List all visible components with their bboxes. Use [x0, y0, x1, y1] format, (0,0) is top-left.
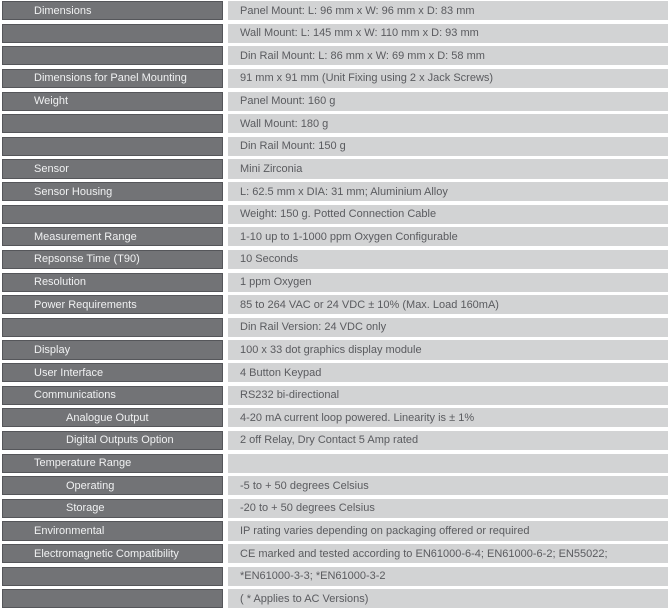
spec-label: Display	[34, 343, 71, 356]
spec-value: 85 to 264 VAC or 24 VDC ± 10% (Max. Load 160mA)	[240, 298, 499, 311]
table-row	[2, 544, 669, 563]
spec-label-cell	[2, 476, 223, 495]
table-row	[2, 273, 669, 292]
spec-value: Mini Zirconia	[240, 162, 303, 175]
spec-value: -5 to + 50 degrees Celsius	[240, 479, 369, 492]
spec-label: Analogue Output	[66, 411, 149, 424]
spec-label: Dimensions for Panel Mounting	[34, 72, 187, 85]
table-row	[2, 567, 669, 586]
table-row	[2, 386, 669, 405]
table-row	[2, 69, 669, 88]
spec-label-cell	[2, 227, 223, 246]
table-row	[2, 92, 669, 111]
spec-value-cell	[228, 69, 668, 88]
spec-label: Power Requirements	[34, 298, 137, 311]
spec-value-cell	[228, 114, 668, 133]
table-row	[2, 250, 669, 269]
spec-label-cell	[2, 340, 223, 359]
spec-label: Communications	[34, 389, 116, 402]
spec-label-cell	[2, 92, 223, 111]
spec-label-cell	[2, 182, 223, 201]
table-row	[2, 205, 669, 224]
spec-label: Temperature Range	[34, 457, 132, 470]
spec-value-cell	[228, 227, 668, 246]
spec-label: User Interface	[34, 366, 104, 379]
spec-value-cell	[228, 205, 668, 224]
spec-label-cell	[2, 318, 223, 337]
table-row	[2, 24, 669, 43]
spec-value-cell	[228, 295, 668, 314]
spec-value-cell	[228, 273, 668, 292]
spec-label-cell	[2, 114, 223, 133]
spec-value-cell	[228, 159, 668, 178]
spec-value: Weight: 150 g. Potted Connection Cable	[240, 208, 437, 221]
spec-value: Din Rail Mount: L: 86 mm x W: 69 mm x D: 58 mm	[240, 49, 485, 62]
spec-label-cell	[2, 250, 223, 269]
spec-value-cell	[228, 499, 668, 518]
spec-label-cell	[2, 454, 223, 473]
spec-label: Measurement Range	[34, 230, 137, 243]
spec-value-cell	[228, 431, 668, 450]
spec-value-cell	[228, 24, 668, 43]
spec-value-cell	[228, 589, 668, 608]
spec-value: 2 off Relay, Dry Contact 5 Amp rated	[240, 434, 419, 447]
spec-value-cell	[228, 408, 668, 427]
spec-label-cell	[2, 567, 223, 586]
spec-label-cell	[2, 69, 223, 88]
spec-value-cell	[228, 318, 668, 337]
spec-value: RS232 bi-directional	[240, 389, 340, 402]
spec-label: Sensor	[34, 162, 69, 175]
spec-value-cell	[228, 521, 668, 540]
spec-value: IP rating varies depending on packaging offered or required	[240, 524, 530, 537]
table-row	[2, 589, 669, 608]
spec-value-cell	[228, 46, 668, 65]
table-row	[2, 295, 669, 314]
spec-value: Wall Mount: 180 g	[240, 117, 329, 130]
spec-value-cell	[228, 454, 668, 473]
spec-value: *EN61000-3-3; *EN61000-3-2	[240, 570, 386, 583]
spec-value-cell	[228, 137, 668, 156]
spec-value: 1 ppm Oxygen	[240, 276, 312, 289]
spec-label-cell	[2, 499, 223, 518]
table-row	[2, 46, 669, 65]
spec-label-cell	[2, 408, 223, 427]
spec-value-cell	[228, 340, 668, 359]
table-row	[2, 408, 669, 427]
spec-value: 100 x 33 dot graphics display module	[240, 343, 422, 356]
table-row	[2, 114, 669, 133]
spec-value: 1-10 up to 1-1000 ppm Oxygen Configurable	[240, 230, 458, 243]
spec-label-cell	[2, 386, 223, 405]
spec-value: 4-20 mA current loop powered. Linearity is ± 1%	[240, 411, 475, 424]
spec-value: Panel Mount: L: 96 mm x W: 96 mm x D: 83 mm	[240, 4, 475, 17]
spec-label: Environmental	[34, 524, 105, 537]
spec-value: 4 Button Keypad	[240, 366, 322, 379]
table-row	[2, 340, 669, 359]
spec-label-cell	[2, 159, 223, 178]
table-row	[2, 159, 669, 178]
spec-label-cell	[2, 46, 223, 65]
spec-value: 10 Seconds	[240, 253, 299, 266]
spec-label-cell	[2, 544, 223, 563]
spec-value: Din Rail Mount: 150 g	[240, 140, 346, 153]
table-row	[2, 137, 669, 156]
table-row	[2, 1, 669, 20]
table-row	[2, 227, 669, 246]
table-row	[2, 499, 669, 518]
table-row	[2, 454, 669, 473]
spec-value: CE marked and tested according to EN61000-6-4; EN61000-6-2; EN55022;	[240, 547, 608, 560]
spec-label-cell	[2, 521, 223, 540]
spec-value: Wall Mount: L: 145 mm x W: 110 mm x D: 93 mm	[240, 27, 479, 40]
table-row	[2, 318, 669, 337]
spec-label-cell	[2, 295, 223, 314]
spec-label: Operating	[66, 479, 115, 492]
spec-value: -20 to + 50 degrees Celsius	[240, 502, 375, 515]
spec-label: Sensor Housing	[34, 185, 113, 198]
spec-label: Dimensions	[34, 4, 92, 17]
spec-value-cell	[228, 386, 668, 405]
spec-label-cell	[2, 589, 223, 608]
spec-label-cell	[2, 273, 223, 292]
spec-value: 91 mm x 91 mm (Unit Fixing using 2 x Jack Screws)	[240, 72, 494, 85]
spec-label-cell	[2, 205, 223, 224]
spec-label-cell	[2, 24, 223, 43]
spec-value: L: 62.5 mm x DIA: 31 mm; Aluminium Alloy	[240, 185, 448, 198]
spec-value: ( * Applies to AC Versions)	[240, 592, 369, 605]
spec-label: Repsonse Time (T90)	[34, 253, 140, 266]
table-row	[2, 363, 669, 382]
spec-value: Panel Mount: 160 g	[240, 95, 336, 108]
table-row	[2, 521, 669, 540]
spec-value-cell	[228, 544, 668, 563]
spec-label: Storage	[66, 502, 105, 515]
spec-value-cell	[228, 1, 668, 20]
spec-value-cell	[228, 182, 668, 201]
spec-label-cell	[2, 1, 223, 20]
spec-value-cell	[228, 476, 668, 495]
spec-label: Weight	[34, 95, 69, 108]
table-row	[2, 182, 669, 201]
table-row	[2, 476, 669, 495]
spec-value: Din Rail Version: 24 VDC only	[240, 321, 387, 334]
spec-value-cell	[228, 567, 668, 586]
spec-value-cell	[228, 363, 668, 382]
spec-label: Digital Outputs Option	[66, 434, 174, 447]
spec-label-cell	[2, 363, 223, 382]
spec-label-cell	[2, 431, 223, 450]
spec-value-cell	[228, 250, 668, 269]
spec-label: Electromagnetic Compatibility	[34, 547, 179, 560]
spec-value-cell	[228, 92, 668, 111]
spec-label: Resolution	[34, 276, 86, 289]
table-row	[2, 431, 669, 450]
spec-label-cell	[2, 137, 223, 156]
